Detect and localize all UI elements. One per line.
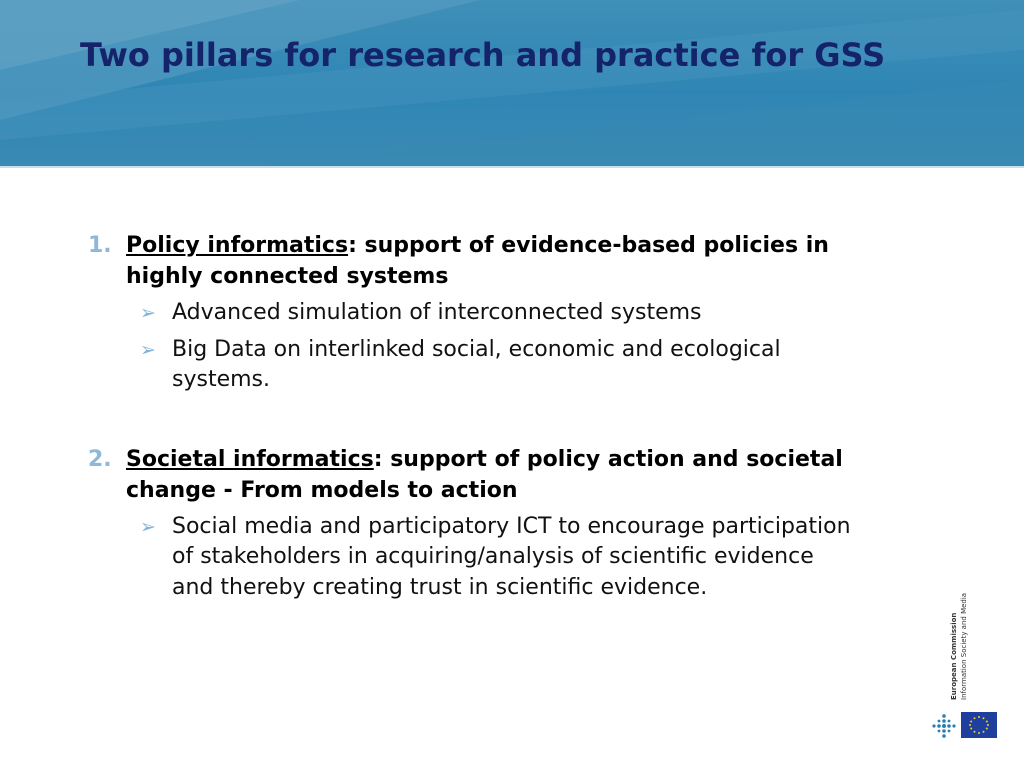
pillar-description: : support of evidence-based policies in highly connected systems xyxy=(126,233,829,289)
pillar-heading xyxy=(126,444,846,506)
sub-bullet-text: Advanced simulation of interconnected systems xyxy=(172,300,702,325)
department-name: Information Society and Media xyxy=(960,592,968,700)
pillar-description: : support of policy action and societal change - From models to action xyxy=(126,446,843,503)
european-commission-logo xyxy=(930,712,958,740)
slide-content xyxy=(88,230,888,609)
sub-bullet-text: Big Data on interlinked social, economic and ecological systems. xyxy=(172,336,781,392)
organization-name: European Commission xyxy=(950,612,958,700)
sub-bullet-item xyxy=(126,512,862,604)
arrowhead-bullet-icon: ➢ xyxy=(140,515,156,538)
pillar-number: 2. xyxy=(88,446,112,472)
pillar-item xyxy=(88,230,888,396)
arrowhead-bullet-icon: ➢ xyxy=(140,302,156,324)
sub-bullet-item xyxy=(126,335,862,396)
slide-title: Two pillars for research and practice for GSS xyxy=(80,36,886,74)
sub-bullet-text: Social media and participatory ICT to encourage participation of stakeholders in acquiring/analysis of scientific evidence and thereby creating trust in scientific evidence. xyxy=(172,513,851,600)
sub-bullet-list xyxy=(126,298,888,396)
pillar-heading xyxy=(126,230,846,292)
pillar-number: 1. xyxy=(88,233,112,258)
header-divider xyxy=(0,166,1024,168)
pillar-item xyxy=(88,444,888,604)
header-banner xyxy=(0,0,1024,168)
pillar-term: Policy informatics xyxy=(126,233,349,258)
sub-bullet-item xyxy=(126,298,862,329)
header-swoosh-graphic xyxy=(0,0,1024,168)
pillar-term: Societal informatics xyxy=(126,446,374,472)
sub-bullet-list xyxy=(126,512,888,604)
eu-flag-icon xyxy=(961,712,997,738)
arrowhead-bullet-icon: ➢ xyxy=(140,338,156,361)
